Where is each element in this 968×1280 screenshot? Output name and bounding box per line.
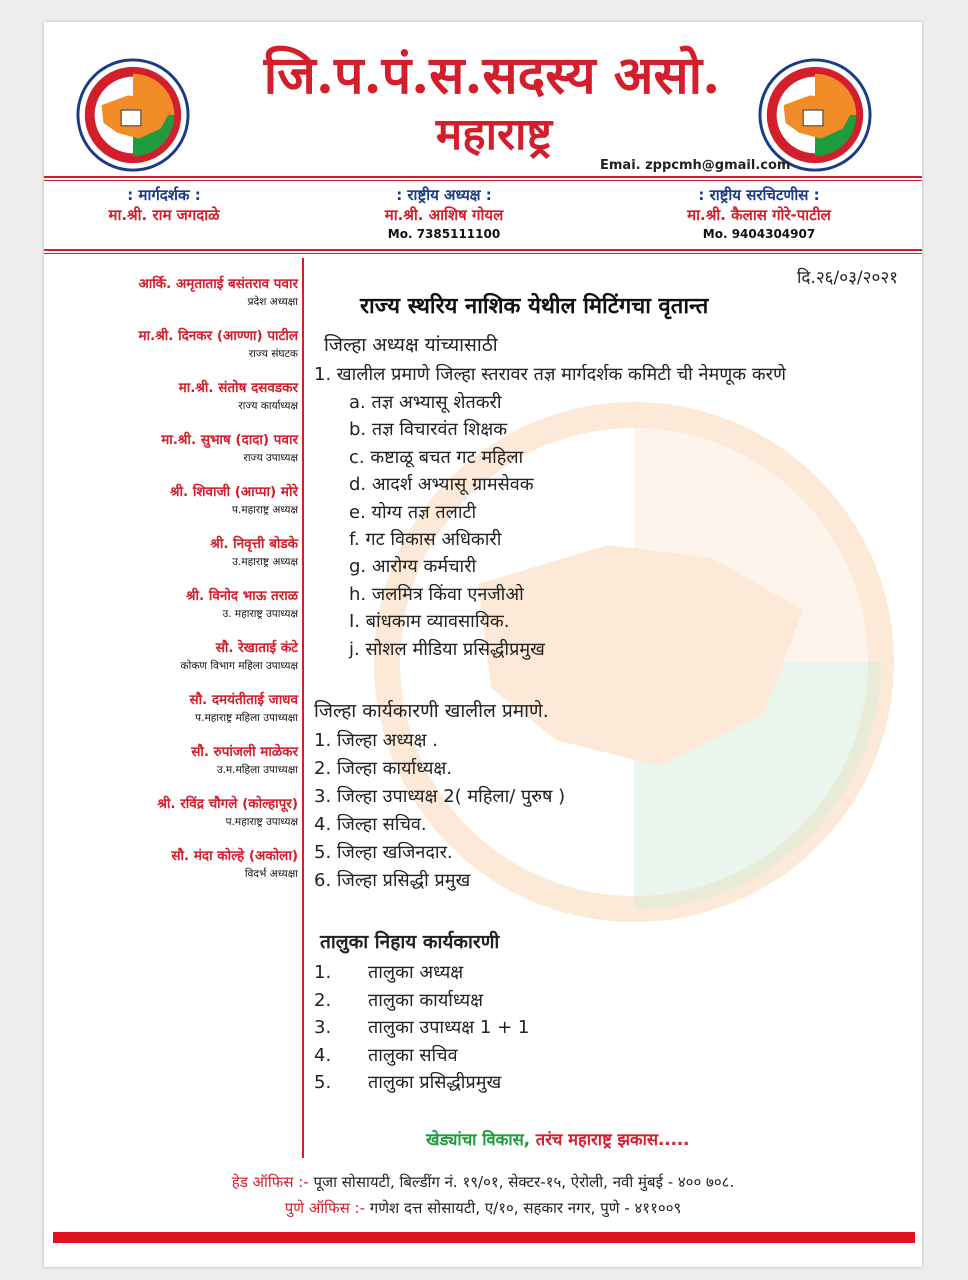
taluka-item-number: 5. (314, 1072, 332, 1093)
sidebar-member-role: राज्य संघटक (248, 348, 298, 360)
taluka-item-number: 1. (314, 962, 332, 983)
slogan-red: तरंच महाराष्ट्र झकास..... (530, 1130, 690, 1149)
officers-divider (44, 249, 922, 251)
taluka-item: तालुका अध्यक्ष (368, 962, 464, 983)
committee-item: a. तज्ञ अभ्यासू शेतकरी (349, 392, 502, 413)
sidebar-members (44, 274, 298, 898)
committee-item: g. आरोग्य कर्मचारी (349, 556, 477, 578)
officer-name: मा.श्री. आशिष गोयल (384, 206, 504, 224)
sidebar-member-role: विदर्भ अध्यक्षा (244, 868, 298, 880)
district-item: 6. जिल्हा प्रसिद्धी प्रमुख (314, 870, 471, 891)
section-title-district-president: जिल्हा अध्यक्ष यांच्यासाठी (324, 334, 498, 356)
sidebar-member-name: सौ. दमयंतीताई जाधव (189, 692, 298, 708)
footer-red-bar (53, 1232, 915, 1243)
district-item: 2. जिल्हा कार्याध्यक्ष. (314, 758, 453, 779)
officer-role: : राष्ट्रीय अध्यक्ष : (396, 186, 492, 204)
section-title-district-exec: जिल्हा कार्यकारणी खालील प्रमाणे. (314, 700, 549, 722)
sidebar-divider (302, 258, 304, 1158)
sidebar-member-name: सौ. रेखाताई कंटे (215, 640, 298, 656)
sidebar-member-name: मा.श्री. सुभाष (दादा) पवार (161, 432, 298, 448)
head-office-text: पूजा सोसायटी, बिल्डींग नं. १९/०१, सेक्टर-१५, ऐरोली, नवी मुंबई - ४०० ७०८. (308, 1173, 735, 1191)
district-item: 5. जिल्हा खजिनदार. (314, 842, 453, 863)
officer-name: मा.श्री. कैलास गोरे-पाटील (687, 206, 831, 224)
taluka-item: तालुका उपाध्यक्ष 1 + 1 (368, 1017, 530, 1038)
committee-item: c. कष्टाळू बचत गट महिला (349, 446, 524, 468)
section-title-taluka: तालुका निहाय कार्यकारणी (320, 931, 500, 953)
footer-slogan (426, 1127, 689, 1150)
sidebar-member-name: श्री. विनोद भाऊ तराळ (185, 588, 298, 604)
sidebar-member-name: श्री. शिवाजी (आप्पा) मोरे (169, 484, 298, 500)
sidebar-member-name: श्री. निवृत्ती बोडके (210, 536, 298, 552)
officer-role: : राष्ट्रीय सरचिटणीस : (698, 186, 820, 204)
sidebar-member-role: उ.म.महिला उपाध्यक्षा (216, 764, 298, 776)
sidebar-member-role: उ. महाराष्ट्र उपाध्यक्ष (222, 608, 298, 620)
sidebar-member-name: आर्कि. अमृताताई बसंतराव पवार (138, 276, 298, 292)
header-divider-bottom (44, 180, 922, 181)
officer-secretary (634, 185, 884, 243)
taluka-item: तालुका सचिव (368, 1044, 458, 1066)
header-divider-top (44, 176, 922, 178)
sidebar-member-role: उ.महाराष्ट्र अध्यक्ष (232, 556, 298, 568)
committee-item: d. आदर्श अभ्यासू ग्रामसेवक (349, 474, 534, 496)
sidebar-member-name: मा.श्री. संतोष दसवडकर (178, 380, 298, 396)
association-logo-left (74, 56, 192, 174)
officer-name: मा.श्री. राम जगदाळे (108, 206, 220, 224)
letterhead-page (44, 22, 922, 1267)
sidebar-member-name: मा.श्री. दिनकर (आण्णा) पाटील (138, 328, 298, 344)
district-item: 1. जिल्हा अध्यक्ष . (314, 730, 438, 751)
sidebar-member-role: प्रदेश अध्यक्षा (247, 296, 298, 308)
org-email: Emai. zppcmh@gmail.com (600, 158, 791, 173)
committee-item: e. योग्य तज्ञ तलाटी (349, 501, 477, 523)
head-office-address (44, 1172, 922, 1192)
sidebar-member-role: राज्य कार्याध्यक्ष (238, 400, 298, 412)
sidebar-member-role: प.महाराष्ट्र अध्यक्ष (232, 504, 298, 516)
officer-role: : मार्गदर्शक : (127, 186, 201, 204)
committee-item: j. सोशल मीडिया प्रसिद्धीप्रमुख (349, 638, 545, 660)
org-subtitle: महाराष्ट्र (435, 109, 553, 160)
section-point: 1. खालील प्रमाणे जिल्हा स्तरावर तज्ञ मार्गदर्शक कमिटी ची नेमणूक करणे (314, 364, 787, 385)
district-item: 4. जिल्हा सचिव. (314, 814, 427, 835)
district-item: 3. जिल्हा उपाध्यक्ष 2( महिला/ पुरुष ) (314, 786, 566, 807)
officer-mobile: Mo. 7385111100 (387, 227, 501, 241)
officer-president (324, 185, 564, 243)
pune-office-text: गणेश दत्त सोसायटी, ए/१०, सहकार नगर, पुणे - ४११००९ (365, 1199, 682, 1217)
org-title: जि.प.पं.स.सदस्य असो. (263, 45, 721, 106)
committee-item: f. गट विकास अधिकारी (349, 529, 502, 550)
officer-mobile: Mo. 9404304907 (702, 227, 816, 241)
committee-item: h. जलमित्र किंवा एनजीओ (349, 583, 524, 605)
sidebar-member-name: सौ. रुपांजली माळेकर (191, 744, 298, 760)
letter-date: दि.२६/०३/२०२१ (796, 268, 898, 288)
sidebar-member-role: प.महाराष्ट्र उपाध्यक्ष (225, 816, 298, 828)
sidebar-member-name: सौ. मंदा कोल्हे (अकोला) (171, 848, 298, 864)
pune-office-address (44, 1198, 922, 1218)
sidebar-member-role: प.महाराष्ट्र महिला उपाध्यक्षा (195, 712, 298, 724)
association-logo-right (756, 56, 874, 174)
taluka-item: तालुका प्रसिद्धीप्रमुख (368, 1072, 502, 1093)
sidebar-member-role: कोकण विभाग महिला उपाध्यक्ष (180, 660, 298, 672)
letter-heading: राज्य स्थरिय नाशिक येथील मिटिंगचा वृतान्त (360, 294, 709, 319)
officers-divider-thin (44, 253, 922, 254)
head-office-label: हेड ऑफिस :- (231, 1173, 309, 1191)
taluka-item-number: 4. (314, 1044, 332, 1066)
taluka-item-number: 2. (314, 989, 332, 1011)
committee-item: b. तज्ञ विचारवंत शिक्षक (349, 419, 508, 441)
taluka-item-number: 3. (314, 1017, 332, 1038)
committee-item: I. बांधकाम व्यावसायिक. (349, 611, 510, 633)
sidebar-member-name: श्री. रविंद्र चौगले (कोल्हापूर) (157, 796, 298, 812)
slogan-green: खेड्यांचा विकास, (426, 1130, 531, 1149)
sidebar-member-role: राज्य उपाध्यक्ष (243, 452, 298, 464)
pune-office-label: पुणे ऑफिस :- (284, 1199, 365, 1217)
officer-guide (64, 185, 264, 225)
taluka-item: तालुका कार्याध्यक्ष (368, 989, 484, 1011)
